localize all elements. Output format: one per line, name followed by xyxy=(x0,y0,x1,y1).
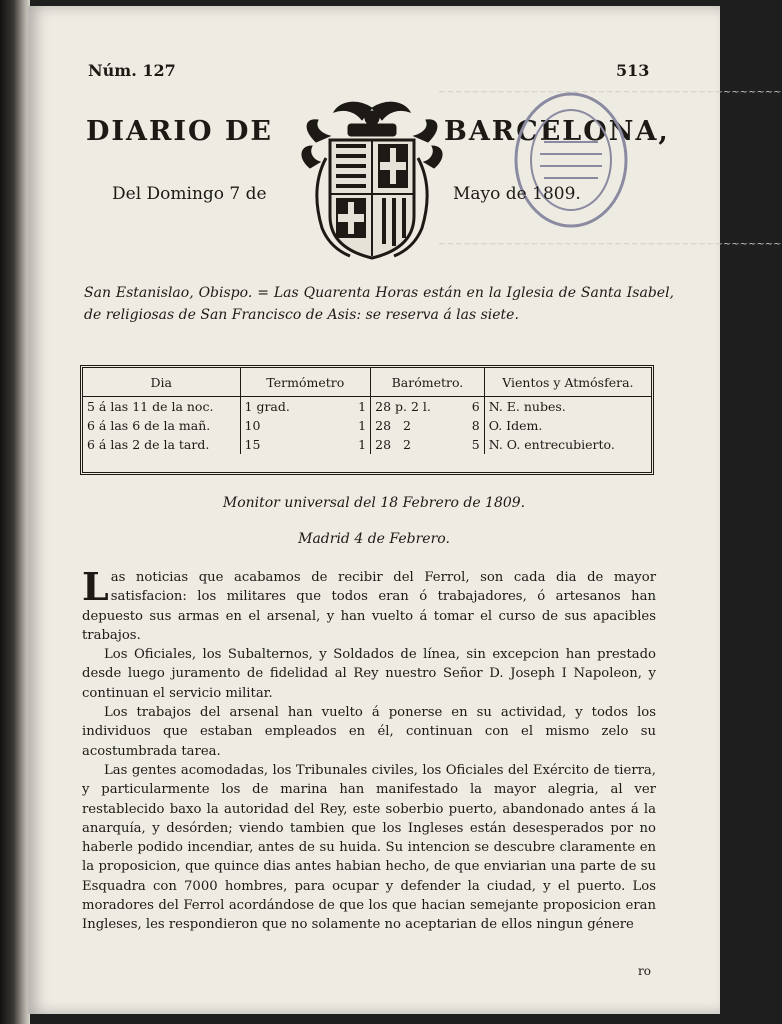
table-row xyxy=(83,435,651,454)
page-number: 513 xyxy=(616,61,650,80)
article-body xyxy=(82,564,656,935)
catchword: ro xyxy=(638,964,651,978)
cell-day: 6 á las 2 de la tard. xyxy=(83,435,240,454)
article-paragraph: Los Oficiales, los Subalternos, y Soldados de línea, sin excepcion han prestado desde luego juramento de fidelidad al Rey nuestro Señor D. Joseph I Napoleon, y continuan el servicio militar. xyxy=(82,647,656,701)
bleed-through-text: ~~~~~~~~~~~~~~~~~~~~~~~~~~~~~~~~~~~~~~~~~ xyxy=(438,87,782,98)
issue-date-left: Del Domingo 7 de xyxy=(112,184,267,204)
cell-thermometer: 15 1 xyxy=(240,435,371,454)
masthead-right: BARCELONA, xyxy=(444,116,670,147)
table-header-row xyxy=(83,368,651,397)
cell-thermometer: 1 grad. 1 xyxy=(240,397,371,417)
book-binding xyxy=(0,0,30,1024)
article-paragraph: Las noticias que acabamos de recibir del Ferrol, son cada dia de mayor satisfacion: los militares que todos eran ó trabajadores, ó artesanos han depuesto sus armas en el arsenal, y han vuelto á tomar el curso de sus apacibles trabajos. xyxy=(82,564,656,643)
weather-observation-table xyxy=(80,365,654,475)
article-dateline: Madrid 4 de Febrero. xyxy=(298,531,450,547)
barcelona-coat-of-arms-emblem xyxy=(296,98,448,263)
masthead-left: DIARIO DE xyxy=(86,116,273,147)
article-paragraph: Los trabajos del arsenal han vuelto á ponerse en su actividad, y todos los individuos que estaban empleados en él, continuan con el mismo zelo su acostumbrada tarea. xyxy=(82,705,656,759)
source-citation: Monitor universal del 18 Febrero de 1809. xyxy=(222,495,526,511)
drop-cap: L xyxy=(82,564,109,609)
column-header: Dia xyxy=(83,368,240,397)
cell-barometer: 28 p. 2 l. 6 xyxy=(371,397,485,417)
column-header: Barómetro. xyxy=(371,368,485,397)
library-stamp-seal xyxy=(512,90,630,230)
issue-date-right: Mayo de 1809. xyxy=(453,184,581,204)
table-row xyxy=(83,397,651,417)
column-header: Termómetro xyxy=(240,368,371,397)
cell-wind: N. E. nubes. xyxy=(488,399,566,414)
cell-barometer: 28 2 8 xyxy=(371,416,485,435)
bleed-through-text: ~~~~~~~~~~~~~~~~~~~~~~~~~~~~~~~~~~~~~~~~~ xyxy=(438,239,782,250)
cell-wind: N. O. entrecubierto. xyxy=(488,437,615,452)
cell-wind: O. Idem. xyxy=(488,418,543,433)
issue-number: Núm. 127 xyxy=(88,61,176,80)
table-row xyxy=(83,416,651,435)
cell-day: 6 á las 6 de la mañ. xyxy=(83,416,240,435)
cell-barometer: 28 2 5 xyxy=(371,435,485,454)
column-header: Vientos y Atmósfera. xyxy=(484,368,651,397)
saint-of-day-notice: San Estanislao, Obispo. = Las Quarenta Horas están en la Iglesia de Santa Isabel, de religiosas de San Francisco de Asis: se reserva á las siete. xyxy=(84,285,674,323)
newspaper-page xyxy=(28,6,782,1014)
cell-day: 5 á las 11 de la noc. xyxy=(83,397,240,417)
cell-thermometer: 10 1 xyxy=(240,416,371,435)
article-paragraph: Las gentes acomodadas, los Tribunales civiles, los Oficiales del Exército de tierra, y particularmente los de marina han manifestado la mayor alegria, al ver restablecido baxo la autoridad del Rey, este soberbio puerto, abandonado antes á la anarquía, y desórden; viendo tambien que los Ingleses están desesperados por no haberle podido incendiar, antes de su huida. Su intencion se descubre claramente en la proposicion, que quince dias antes habian hecho, de que enviarian una parte de su Esquadra con 7000 hombres, para ocupar y defender la ciudad, y el puerto. Los moradores del Ferrol acordándose de que los que hacian semejante proposicion eran Ingleses, les respondieron que no solamente no aceptarian de ellos ningun génere xyxy=(82,762,656,933)
